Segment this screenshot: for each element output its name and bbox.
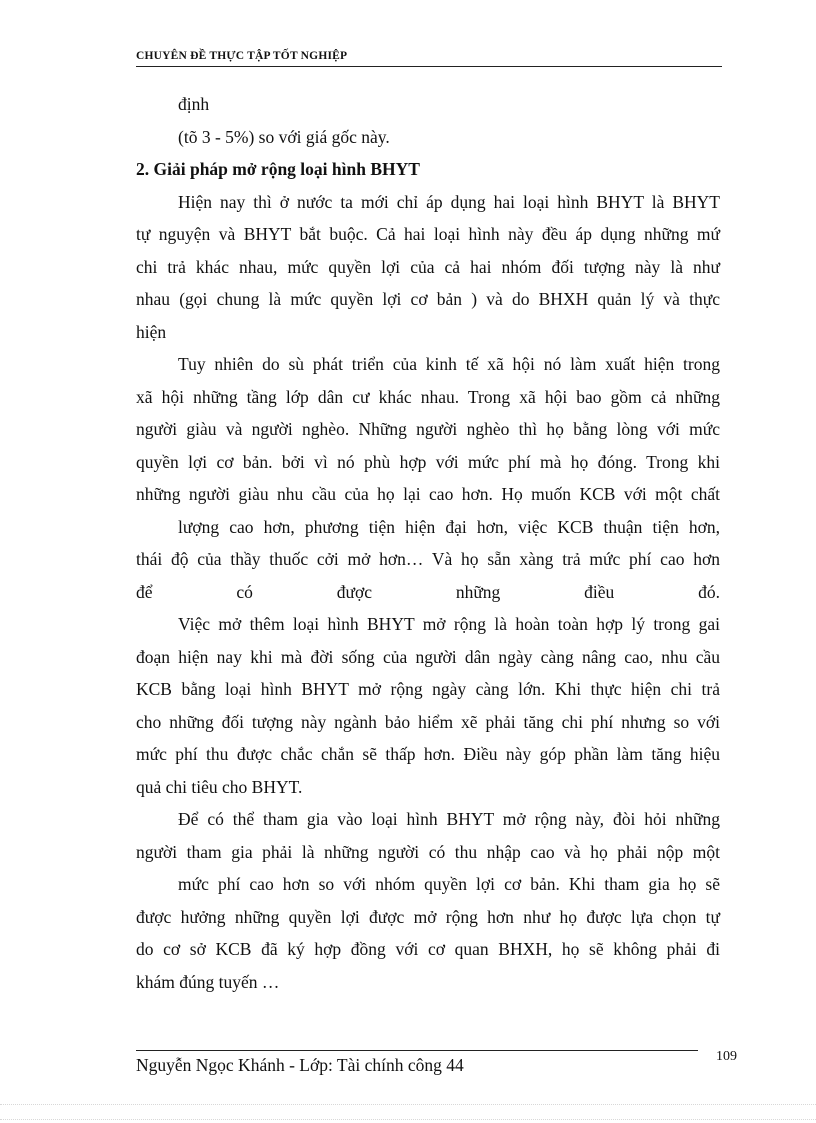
text-line: nhau (gọi chung là mức quyền lợi cơ bản ) và do BHXH quản lý và thực (136, 289, 720, 309)
text-line: mức phí thu được chắc chắn sẽ thấp hơn. Điều này góp phần làm tăng hiệu (136, 744, 720, 764)
text-line: (tõ 3 - 5%) so với giá gốc này. (178, 126, 390, 147)
header-rule (136, 66, 722, 67)
text-line: những người giàu nhu cầu của họ lại cao hơn. Họ muốn KCB với một chất (136, 484, 720, 504)
text-line: Việc mở thêm loại hình BHYT mở rộng là hoàn toàn hợp lý trong gai (178, 614, 720, 634)
text-line: định (178, 94, 210, 114)
text-line: chi trả khác nhau, mức quyền lợi của cả hai nhóm đối tượng này là như (136, 256, 720, 277)
text-line: tự nguyện và BHYT bắt buộc. Cả hai loại hình này đều áp dụng những mứ (136, 224, 720, 244)
text-line: được hưởng những quyền lợi được mở rộng hơn như họ được lựa chọn tự (136, 906, 720, 927)
text-line: Để có thể tham gia vào loại hình BHYT mở rộng này, đòi hỏi những (178, 809, 720, 829)
page-header: CHUYÊN ĐỀ THỰC TẬP TỐT NGHIỆP (136, 50, 348, 62)
footer-author: Nguyễn Ngọc Khánh - Lớp: Tài chính công 44 (136, 1055, 464, 1075)
text-line: để có được những điều đó. (136, 581, 720, 602)
text-line: thái độ của thầy thuốc cởi mở hơn… Và họ sẵn xàng trả mức phí cao hơn (136, 549, 720, 569)
text-line: xã hội những tầng lớp dân cư khác nhau. Trong xã hội bao gồm cả những (136, 386, 720, 407)
text-line: quyền lợi cơ bản. bởi vì nó phù hợp với mức phí mà họ đóng. Trong khi (136, 451, 720, 472)
text-line: Hiện nay thì ở nước ta mới chỉ áp dụng hai loại hình BHYT là BHYT (178, 191, 720, 212)
page-edge-dotted-line (0, 1104, 816, 1105)
text-line: Tuy nhiên do sù phát triển của kinh tế xã hội nó làm xuất hiện trong (178, 354, 720, 374)
body-text (136, 94, 720, 1004)
text-line: quả chi tiêu cho BHYT. (136, 776, 303, 797)
text-line: người giàu và người nghèo. Những người nghèo thì họ bằng lòng với mức (136, 419, 720, 439)
text-line: KCB bằng loại hình BHYT mở rộng ngày càng lớn. Khi thực hiện chi trả (136, 679, 720, 699)
text-line: lượng cao hơn, phương tiện hiện đại hơn, việc KCB thuận tiện hơn, (178, 516, 720, 537)
page-edge-dotted-line (0, 1119, 816, 1120)
footer-rule (136, 1050, 698, 1051)
text-line: cho những đối tượng này ngành bảo hiểm xẽ phải tăng chi phí nhưng so với (136, 711, 720, 732)
text-line: người tham gia phải là những người có thu nhập cao và họ phải nộp một (136, 841, 720, 862)
text-line: hiện (136, 321, 167, 342)
text-line: mức phí cao hơn so với nhóm quyền lợi cơ bản. Khi tham gia họ sẽ (178, 874, 720, 894)
text-line: đoạn hiện nay khi mà đời sống của người dân ngày càng nâng cao, nhu cầu (136, 646, 720, 667)
text-line: khám đúng tuyến … (136, 971, 280, 992)
page-number: 109 (716, 1049, 737, 1064)
section-heading: 2. Giải pháp mở rộng loại hình BHYT (136, 159, 420, 179)
text-line: do cơ sở KCB đã ký hợp đồng với cơ quan BHXH, họ sẽ không phải đi (136, 939, 720, 959)
